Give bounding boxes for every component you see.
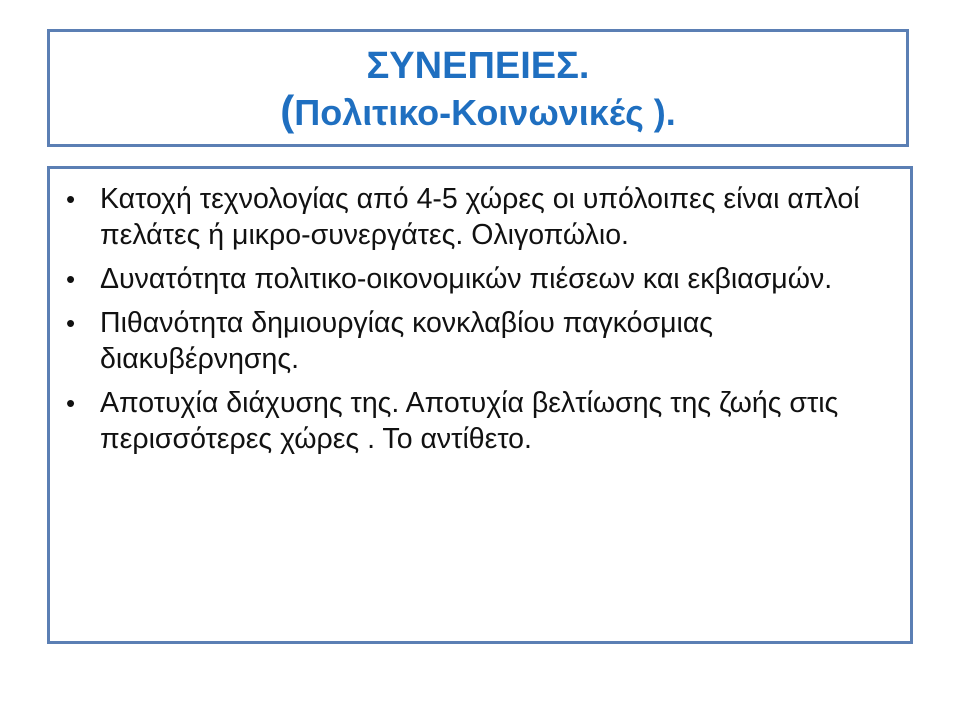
bullet-text: Αποτυχία διάχυσης της. Αποτυχία βελτίωσης της ζωής στις περισσότερες χώρες . Το αντίθετο.	[100, 387, 839, 455]
content-box	[47, 166, 913, 644]
slide-subtitle	[50, 88, 906, 136]
bullet-text: Δυνατότητα πολιτικο-οικονομικών πιέσεων και εκβιασμών.	[100, 263, 833, 295]
bullet-list	[50, 169, 910, 457]
bullet-item	[64, 261, 896, 297]
bullet-icon: •	[66, 184, 76, 214]
bullet-item	[64, 385, 896, 457]
bullet-icon: •	[66, 388, 76, 418]
bullet-icon: •	[66, 308, 76, 338]
subtitle-text: Πολιτικο-Κοινωνικές ).	[294, 92, 676, 133]
subtitle-paren: (	[280, 87, 295, 134]
bullet-item	[64, 305, 896, 377]
bullet-text: Κατοχή τεχνολογίας από 4-5 χώρες οι υπόλοιπες είναι απλοί πελάτες ή μικρο-συνεργάτες. Ολιγοπώλιο.	[100, 183, 860, 251]
bullet-icon: •	[66, 264, 76, 294]
title-box	[47, 29, 909, 147]
slide-title: ΣΥΝΕΠΕΙΕΣ.	[366, 45, 590, 87]
bullet-text: Πιθανότητα δημιουργίας κονκλαβίου παγκόσμιας διακυβέρνησης.	[100, 307, 714, 375]
bullet-item	[64, 181, 896, 253]
